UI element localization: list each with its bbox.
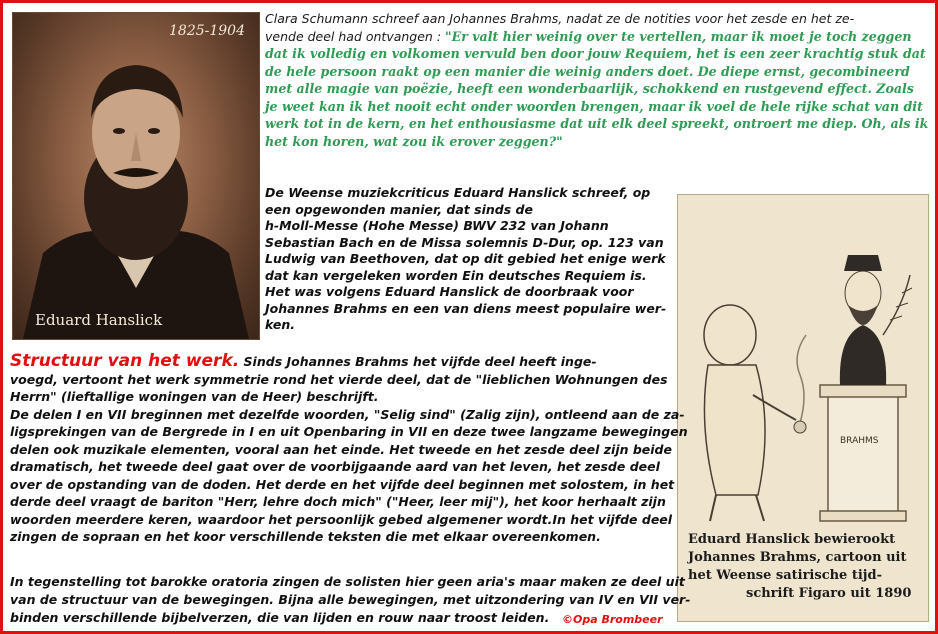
structuur-line: voegd, vertoont het werk symmetrie rond het vierde deel, dat de "lieblichen Wohnungen des bbox=[10, 371, 668, 387]
cartoon-caption bbox=[688, 531, 916, 603]
hanslick-line: dat kan vergeleken worden Ein deutsches Requiem is. bbox=[265, 267, 647, 283]
portrait-drawing bbox=[13, 13, 259, 339]
structuur-first-line bbox=[10, 353, 688, 371]
portrait-name: Eduard Hanslick bbox=[35, 311, 163, 329]
clara-schumann-paragraph bbox=[265, 10, 928, 150]
credit-signature: ©Opa Brombeer bbox=[562, 613, 663, 626]
structuur-section bbox=[10, 353, 688, 546]
clara-quote-start: "Er valt hier weinig over te vertellen, maar ik moet je toch zeggen bbox=[445, 28, 912, 44]
cartoon-caption-line: schrift Figaro uit 1890 bbox=[746, 586, 912, 601]
structuur-line: derde deel vraagt de bariton "Herr, lehre doch mich" ("Heer, leer mij"), het koor herhaalt zijn bbox=[10, 494, 666, 509]
cartoon-caption-line: Eduard Hanslick bewierookt bbox=[688, 532, 896, 547]
clara-intro-tail: vende deel had ontvangen : bbox=[265, 28, 446, 44]
hanslick-paragraph bbox=[265, 185, 666, 334]
clara-quote-line: met alle magie van poëzie, heeft een wonderbaarlijk, schokkend en rustgevend effect. Zoals bbox=[265, 81, 914, 96]
cartoon-drawing bbox=[678, 195, 928, 525]
tegen-line: van de structuur van de bewegingen. Bijna alle bewegingen, met uitzondering van IV en VII ver- bbox=[10, 592, 691, 607]
clara-quote-line: je weet kan ik het nooit echt onder woorden brengen, maar ik voel de hele rijke schat van dit bbox=[265, 98, 923, 114]
structuur-line: delen ook muzikale elementen, vooral aan het einde. Het tweede en het zesde deel zijn beide bbox=[10, 441, 672, 457]
structuur-line: dramatisch, het tweede deel gaat over de voorbijgaande aard van het leven, het zesde deel bbox=[10, 459, 660, 474]
hanslick-line: ken. bbox=[265, 317, 295, 332]
hanslick-line: een opgewonden manier, dat sinds de bbox=[265, 201, 533, 217]
hanslick-line: Ludwig van Beethoven, dat op dit gebied het enige werk bbox=[265, 251, 666, 266]
structuur-line: zingen de sopraan en het koor verschillende teksten die met elkaar overeenkomen. bbox=[10, 529, 601, 544]
clara-intro-line-2 bbox=[265, 28, 928, 46]
structuur-line: ligsprekingen van de Bergrede in I en uit Openbaring in VII en deze twee langzame bewegingen bbox=[10, 424, 688, 439]
clara-quote-line: de hele persoon raakt op een manier die weinig anders doet. De diepe ernst, gecombineerd bbox=[265, 63, 910, 79]
structuur-line: woorden meerdere keren, waardoor het persoonlijk gebed algemener wordt.In het vijfde deel bbox=[10, 511, 673, 527]
portrait-years: 1825-1904 bbox=[169, 23, 245, 39]
hanslick-line: Johannes Brahms en een van diens meest populaire wer- bbox=[265, 300, 667, 316]
cartoon-caption-line: het Weense satirische tijd- bbox=[688, 568, 882, 583]
hanslick-line: Sebastian Bach en de Missa solemnis D-Dur, op. 123 van bbox=[265, 234, 664, 250]
clara-quote-line: het kon horen, wat zou ik erover zeggen?" bbox=[265, 133, 563, 149]
structuur-heading: Structuur van het werk. bbox=[10, 351, 240, 371]
hanslick-line: Het was volgens Eduard Hanslick de doorbraak voor bbox=[265, 284, 634, 299]
cartoon-caption-line: Johannes Brahms, cartoon uit bbox=[688, 550, 907, 565]
structuur-line: over de opstanding van de doden. Het derde en het vijfde deel beginnen met solostem, in het bbox=[10, 476, 675, 492]
hanslick-line: De Weense muziekcriticus Eduard Hanslick schreef, op bbox=[265, 185, 651, 200]
hanslick-line: h-Moll-Messe (Hohe Messe) BWV 232 van Johann bbox=[265, 218, 609, 233]
tegen-line: binden verschillende bijbelverzen, die van lijden en rouw naar troost leiden. bbox=[10, 610, 550, 625]
clara-quote-line: dat ik volledig en volkomen vervuld ben door jouw Requiem, het is een zeer krachtig stuk dat bbox=[265, 46, 926, 61]
hanslick-portrait bbox=[12, 12, 260, 340]
clara-quote-line: werk tot in de kern, en het enthousiasme dat uit elk deel spreekt, ontroert me diep. Oh, als ik bbox=[265, 116, 929, 131]
pedestal-label: BRAHMS bbox=[840, 436, 879, 446]
structuur-line: De delen I en VII breginnen met dezelfde woorden, "Selig sind" (Zalig zijn), ontleend aan de za- bbox=[10, 406, 685, 422]
hanslick-brahms-cartoon bbox=[677, 194, 929, 622]
structuur-line: Herrn" (lieftallige woningen van de Heer) beschrijft. bbox=[10, 389, 379, 404]
tegen-line: In tegenstelling tot barokke oratoria zingen de solisten hier geen aria's maar maken ze deel uit bbox=[10, 574, 685, 589]
clara-intro-line: Clara Schumann schreef aan Johannes Brahms, nadat ze de notities voor het zesde en het ze- bbox=[265, 11, 855, 26]
structuur-intro: Sinds Johannes Brahms het vijfde deel heeft inge- bbox=[239, 354, 597, 369]
